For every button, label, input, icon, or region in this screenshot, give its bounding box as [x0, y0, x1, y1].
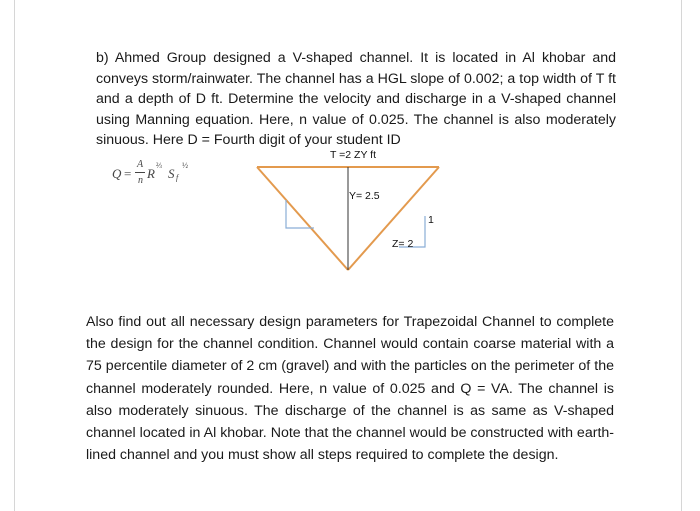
- problem-part-b: b) Ahmed Group designed a V-shaped channel. It is located in Al khobar and conveys storm/rainwater. The channel has a HGL slope of 0.002; a top width of T ft and a depth of D ft. Determine the velocity and discharge in a V-shaped channel using Manning equation. Here, n value of 0.025. The channel is also moderately sinuous. Here D = Fourth digit of your student ID: [96, 50, 616, 149]
- v-channel-diagram: [252, 148, 452, 278]
- formula-q: Q: [112, 166, 122, 181]
- formula-s: S: [168, 166, 175, 181]
- problem-part-c: Also find out all necessary design parameters for Trapezoidal Channel to complete the design for the channel condition. Channel would contain coarse material with a 75 percentile diameter of 2 cm (gravel) and with the particles on the perimeter of the channel moderately rounded. Here, n value of 0.025 and Q = VA. The channel is also moderately sinuous. The discharge of the channel is as same as V-shaped channel located in Al khobar. Note that the channel would be constructed with earth-lined channel and you must show all steps required to complete the design.: [86, 314, 614, 464]
- formula-denominator: n: [138, 175, 143, 186]
- formula-equals: =: [124, 166, 132, 181]
- formula-s-exponent: ½: [182, 161, 188, 170]
- formula-s-subscript: f: [176, 173, 179, 182]
- v-channel-svg: [252, 148, 452, 278]
- channel-left-side: [257, 167, 348, 270]
- formula-r: R: [147, 166, 155, 181]
- page-border-right: [681, 0, 682, 511]
- depth-label: Y= 2.5: [349, 190, 380, 202]
- formula-fraction-bar: [135, 172, 145, 173]
- formula-r-exponent: ⅔: [156, 161, 162, 170]
- top-width-label: T =2 ZY ft: [330, 149, 377, 161]
- slope-rise-label: 1: [428, 214, 434, 226]
- formula-numerator: A: [137, 159, 144, 170]
- page-border-left: [14, 0, 15, 511]
- side-slope-label: Z= 2: [392, 238, 414, 250]
